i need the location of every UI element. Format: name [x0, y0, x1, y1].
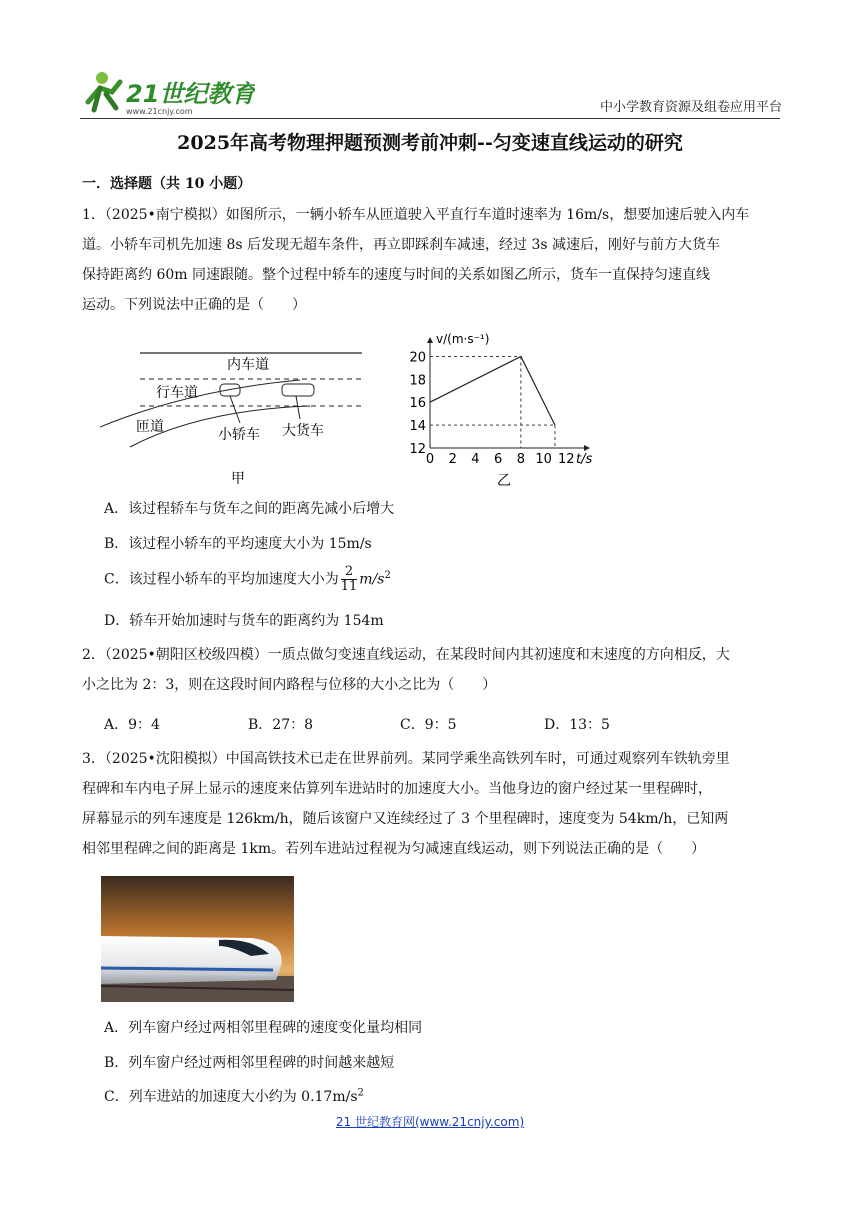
- figure-jia-caption: 甲: [231, 471, 245, 487]
- q1-line: 运动。下列说法中正确的是（ ）: [82, 297, 306, 313]
- q3-option-a[interactable]: A．列车窗户经过两相邻里程碑的速度变化量均相同: [104, 1020, 423, 1036]
- q3-option-c-text: C．列车进站的加速度大小约为 0.17m/s: [104, 1089, 358, 1105]
- q1-option-b[interactable]: B．该过程小轿车的平均速度大小为 15m/s: [104, 536, 372, 552]
- q3-option-c[interactable]: C．列车进站的加速度大小约为 $0.17m/s^2$: [104, 1087, 364, 1105]
- figure-yi-caption: 乙: [497, 473, 511, 489]
- y-tick-label: 20: [409, 350, 426, 366]
- q3-line: 程碑和车内电子屏上显示的速度来估算列车进站时的加速度大小。当他身边的窗户经过某一里程碑时，: [82, 781, 712, 797]
- q1-option-d[interactable]: D．轿车开始加速时与货车的距离约为 154m: [104, 613, 384, 629]
- x-tick-label: 4: [471, 452, 480, 467]
- q3-line: 相邻里程碑之间的距离是 1km。若列车进站过程视为匀减速直线运动，则下列说法正确的是（ ）: [82, 841, 706, 857]
- x-tick-label: 0: [425, 452, 435, 467]
- car-icon: [220, 384, 240, 396]
- site-logo: [80, 68, 255, 118]
- driving-lane-label: 行车道: [156, 385, 198, 401]
- x-axis-arrow: [584, 445, 590, 451]
- x-tick-label: 8: [516, 452, 526, 467]
- question-1-text: [82, 200, 782, 320]
- velocity-series-line: [430, 356, 555, 425]
- question-3-text: [82, 744, 782, 864]
- x-axis-label: t/s: [576, 452, 593, 467]
- x-tick-label: 2: [448, 452, 457, 467]
- footer-link[interactable]: 21 世纪教育网(www.21cnjy.com): [335, 1115, 525, 1129]
- q1-line: 1．（2025•南宁模拟）如图所示，一辆小轿车从匝道驶入平直行车道时速率为 16m/s，想要加速后驶入内车: [82, 207, 750, 223]
- question-2-text: [82, 640, 782, 700]
- q1-line: 道。小轿车司机先加速 8s 后发现无超车条件，再立即踩刹车减速，经过 3s 减速后，刚好与前方大货车: [82, 237, 720, 253]
- y-axis-arrow: [427, 337, 433, 343]
- q1-option-a[interactable]: A．该过程轿车与货车之间的距离先减小后增大: [104, 501, 395, 517]
- logo-text: 21世纪教育: [126, 80, 255, 108]
- q1-option-c[interactable]: C．该过程小轿车的平均加速度大小为 $\frac{2}{11}$ $m/s^2$: [104, 564, 391, 594]
- fraction: $\frac{2}{11}$: [340, 564, 358, 594]
- y-tick-label: 14: [409, 419, 426, 435]
- q2-option-b[interactable]: B．27：8: [248, 717, 314, 733]
- truck-icon: [282, 384, 314, 396]
- truck-label: 大货车: [282, 423, 324, 439]
- q2-option-c[interactable]: C．9：5: [400, 717, 457, 733]
- x-tick-label: 12: [558, 452, 575, 467]
- figure-yi-vt-chart: [400, 330, 610, 490]
- logo-url: www.21cnjy.com: [126, 107, 193, 116]
- x-tick-label: 10: [535, 452, 552, 467]
- q2-option-d[interactable]: D．13：5: [544, 717, 610, 733]
- page-title: 2025年高考物理押题预测考前冲刺--匀变速直线运动的研究: [177, 132, 683, 154]
- platform-name: 中小学教育资源及组卷应用平台: [599, 100, 782, 115]
- header-divider: [80, 118, 780, 119]
- q3-line: 3．（2025•沈阳模拟）中国高铁技术已走在世界前列。某同学乘坐高铁列车时，可通过观察列车铁轨旁里: [82, 751, 730, 767]
- q2-option-a[interactable]: A．9：4: [104, 717, 160, 733]
- car-label: 小轿车: [218, 427, 260, 443]
- q1-option-c-text: C．该过程小轿车的平均加速度大小为: [104, 571, 339, 588]
- section-heading: 一．选择题（共 10 小题）: [82, 176, 252, 192]
- inner-lane-label: 内车道: [227, 357, 269, 373]
- q2-line: 小之比为 2：3，则在这段时间内路程与位移的大小之比为（ ）: [82, 677, 497, 693]
- train-photo: [101, 876, 294, 1002]
- q3-option-b[interactable]: B．列车窗户经过两相邻里程碑的时间越来越短: [104, 1055, 395, 1071]
- y-axis-label: v/(m·s⁻¹): [436, 332, 490, 346]
- y-tick-label: 18: [409, 373, 426, 389]
- figure-jia-road-diagram: [100, 335, 370, 490]
- y-tick-label: 16: [409, 396, 426, 412]
- y-tick-label: 12: [409, 442, 426, 457]
- q1-line: 保持距离约 60m 同速跟随。整个过程中轿车的速度与时间的关系如图乙所示，货车一直保持匀速直线: [82, 267, 710, 283]
- x-tick-label: 6: [494, 452, 503, 467]
- q3-line: 屏幕显示的列车速度是 126km/h，随后该窗户又连续经过了 3 个里程碑时，速度变为 54km/h，已知两: [82, 811, 729, 827]
- ramp-label: 匝道: [136, 419, 164, 435]
- runner-logo-icon: [88, 72, 120, 110]
- q2-line: 2．（2025•朝阳区校级四模）一质点做匀变速直线运动，在某段时间内其初速度和末速度的方向相反，大: [82, 647, 730, 663]
